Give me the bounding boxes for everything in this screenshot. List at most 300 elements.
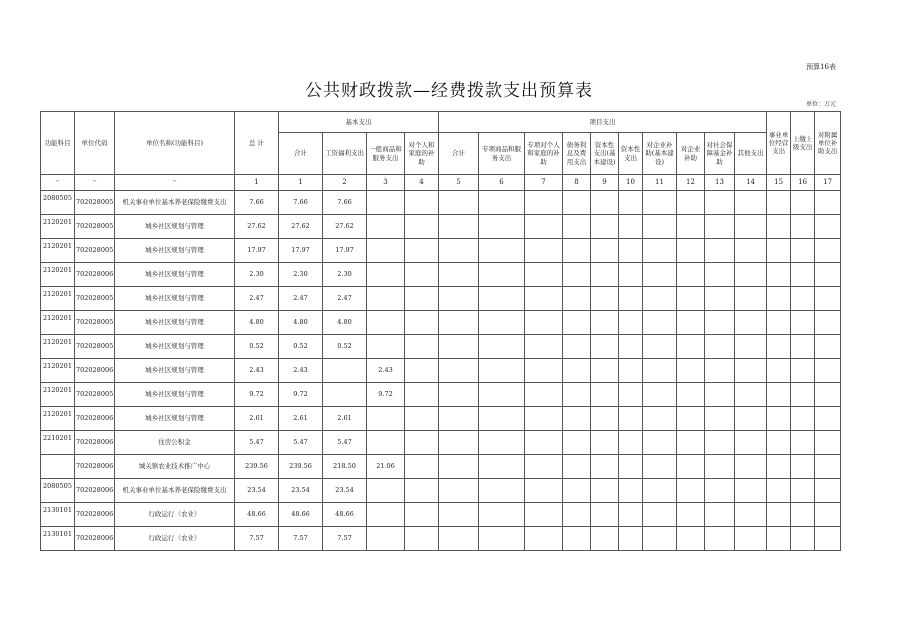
func-code-cell [41,215,75,239]
unit-code-cell: 702028006 [75,263,115,287]
empty-cell [767,431,791,455]
unit-code-cell: 702028005 [75,335,115,359]
empty-cell [677,287,705,311]
unit-name-cell: 行政运行（农业） [115,527,235,551]
index-cell: 9 [591,175,619,191]
total-cell: 7.57 [235,527,279,551]
empty-cell [677,239,705,263]
table-row [41,287,841,311]
empty-cell [767,527,791,551]
unit-code-cell: 702028005 [75,191,115,215]
unit-name-cell: 城乡社区规划与管理 [115,359,235,383]
header-public-inst: 事业单位经营支出 [767,112,791,175]
unit-code-cell: 702028005 [75,239,115,263]
empty-cell [479,407,525,431]
empty-cell [677,215,705,239]
index-cell: 7 [525,175,563,191]
header-project-sub: 专项对个人和家庭的补助 [525,133,563,175]
empty-cell [705,527,735,551]
wage-cell: 27.62 [323,215,367,239]
empty-cell [677,455,705,479]
empty-cell [479,431,525,455]
empty-cell [439,383,479,407]
basic-total-cell: 48.66 [279,503,323,527]
index-cell: ** [115,175,235,191]
empty-cell [767,239,791,263]
empty-cell [525,287,563,311]
goods-cell [367,215,405,239]
empty-cell [439,503,479,527]
empty-cell [815,191,841,215]
empty-cell [619,407,643,431]
empty-cell [525,479,563,503]
func-code-cell [41,335,75,359]
empty-cell [525,263,563,287]
header-basic-sub: 合计 [279,133,323,175]
empty-cell [439,527,479,551]
unit-name-cell: 城乡社区规划与管理 [115,383,235,407]
empty-cell [815,527,841,551]
goods-cell [367,527,405,551]
empty-cell [525,431,563,455]
func-code-cell [41,455,75,479]
empty-cell [677,479,705,503]
empty-cell [643,263,677,287]
empty-cell [591,383,619,407]
total-cell: 0.52 [235,335,279,359]
empty-cell [619,335,643,359]
empty-cell [705,479,735,503]
func-code-text: 2120201 [43,362,72,370]
empty-cell [591,263,619,287]
empty-cell [619,263,643,287]
empty-cell [767,215,791,239]
empty-cell [439,191,479,215]
header-project: 项目支出 [439,112,767,133]
empty-cell [563,479,591,503]
wage-cell: 0.52 [323,335,367,359]
empty-cell [525,455,563,479]
unit-code-cell: 702028006 [75,479,115,503]
header-project-sub: 债务利息及费用支出 [563,133,591,175]
empty-cell [479,311,525,335]
basic-total-cell: 239.56 [279,455,323,479]
table-row [41,383,841,407]
goods-cell: 21.06 [367,455,405,479]
empty-cell [735,215,767,239]
index-cell: 15 [767,175,791,191]
personal-cell [405,215,439,239]
unit-code-cell: 702028005 [75,311,115,335]
header-upper: 上缴上级支出 [791,112,815,175]
empty-cell [815,431,841,455]
empty-cell [439,311,479,335]
total-cell: 2.30 [235,263,279,287]
basic-total-cell: 2.43 [279,359,323,383]
func-code-cell [41,239,75,263]
index-cell: 17 [815,175,841,191]
total-cell: 23.54 [235,479,279,503]
table-row [41,263,841,287]
basic-total-cell: 2.61 [279,407,323,431]
empty-cell [643,215,677,239]
wage-cell [323,383,367,407]
empty-cell [525,359,563,383]
personal-cell [405,263,439,287]
goods-cell [367,191,405,215]
empty-cell [791,503,815,527]
func-code-text: 2120201 [43,386,72,394]
unit-name-cell: 城乡社区规划与管理 [115,335,235,359]
wage-cell: 48.66 [323,503,367,527]
empty-cell [563,383,591,407]
goods-cell [367,263,405,287]
empty-cell [563,407,591,431]
empty-cell [479,503,525,527]
empty-cell [705,263,735,287]
empty-cell [735,191,767,215]
empty-cell [525,335,563,359]
personal-cell [405,503,439,527]
total-cell: 2.43 [235,359,279,383]
index-cell: 1 [279,175,323,191]
func-code-cell [41,191,75,215]
header-unit-code: 单位代码 [75,112,115,175]
empty-cell [439,215,479,239]
header-project-sub: 对社会保障基金补助 [705,133,735,175]
personal-cell [405,479,439,503]
empty-cell [677,527,705,551]
empty-cell [735,359,767,383]
header-total: 总 计 [235,112,279,175]
index-cell: ** [75,175,115,191]
goods-cell: 2.43 [367,359,405,383]
empty-cell [643,311,677,335]
empty-cell [735,239,767,263]
empty-cell [591,479,619,503]
header-project-sub: 资本性支出(基本建设) [591,133,619,175]
table-row [41,431,841,455]
empty-cell [563,431,591,455]
empty-cell [767,359,791,383]
empty-cell [591,191,619,215]
index-cell: 16 [791,175,815,191]
unit-name-cell: 住房公积金 [115,431,235,455]
empty-cell [563,503,591,527]
empty-cell [619,215,643,239]
empty-cell [735,479,767,503]
unit-code-cell: 702028006 [75,431,115,455]
empty-cell [643,239,677,263]
empty-cell [619,359,643,383]
unit-label: 单位：万元 [805,101,836,108]
func-code-cell [41,383,75,407]
empty-cell [643,287,677,311]
index-cell: 12 [677,175,705,191]
empty-cell [591,359,619,383]
empty-cell [791,359,815,383]
empty-cell [705,455,735,479]
unit-code-cell: 702028006 [75,503,115,527]
empty-cell [525,407,563,431]
header-basic-sub: 对个人和家庭的补助 [405,133,439,175]
unit-code-cell: 702028006 [75,359,115,383]
func-code-cell [41,263,75,287]
empty-cell [591,287,619,311]
empty-cell [767,191,791,215]
goods-cell [367,479,405,503]
basic-total-cell: 7.57 [279,527,323,551]
index-cell: 10 [619,175,643,191]
empty-cell [439,359,479,383]
wage-cell: 23.54 [323,479,367,503]
total-cell: 7.66 [235,191,279,215]
total-cell: 17.97 [235,239,279,263]
personal-cell [405,287,439,311]
empty-cell [439,287,479,311]
index-cell: 13 [705,175,735,191]
empty-cell [705,431,735,455]
goods-cell [367,503,405,527]
empty-cell [563,263,591,287]
empty-cell [439,263,479,287]
empty-cell [677,431,705,455]
unit-name-cell: 城乡社区规划与管理 [115,287,235,311]
goods-cell [367,311,405,335]
unit-name-cell: 城关镇农业技术推广中心 [115,455,235,479]
empty-cell [525,383,563,407]
empty-cell [705,359,735,383]
empty-cell [563,215,591,239]
empty-cell [791,263,815,287]
wage-cell: 7.66 [323,191,367,215]
empty-cell [619,287,643,311]
header-func-code: 功能科目 [41,112,75,175]
unit-code-cell: 702028005 [75,215,115,239]
empty-cell [525,215,563,239]
empty-cell [815,455,841,479]
table-row [41,455,841,479]
func-code-text: 2130101 [43,530,72,538]
index-cell: 4 [405,175,439,191]
unit-code-cell: 702028005 [75,383,115,407]
total-cell: 2.47 [235,287,279,311]
empty-cell [619,503,643,527]
empty-cell [767,503,791,527]
empty-cell [591,335,619,359]
basic-total-cell: 0.52 [279,335,323,359]
empty-cell [705,239,735,263]
table-row [41,191,841,215]
empty-cell [591,431,619,455]
empty-cell [643,503,677,527]
empty-cell [815,503,841,527]
page-title: 公共财政拨款—经费拨款支出预算表 [305,81,593,101]
empty-cell [791,479,815,503]
total-cell: 9.72 [235,383,279,407]
empty-cell [591,407,619,431]
empty-cell [735,311,767,335]
empty-cell [591,239,619,263]
empty-cell [643,335,677,359]
empty-cell [705,503,735,527]
func-code-text: 2120201 [43,338,72,346]
total-cell: 2.61 [235,407,279,431]
func-code-cell [41,287,75,311]
table-body [41,191,841,551]
empty-cell [791,383,815,407]
empty-cell [815,287,841,311]
empty-cell [619,239,643,263]
func-code-cell [41,431,75,455]
unit-name-cell: 城乡社区规划与管理 [115,215,235,239]
empty-cell [479,479,525,503]
wage-cell: 2.30 [323,263,367,287]
empty-cell [791,311,815,335]
empty-cell [643,527,677,551]
unit-name-cell: 城乡社区规划与管理 [115,263,235,287]
wage-cell: 7.57 [323,527,367,551]
func-code-cell [41,479,75,503]
empty-cell [705,215,735,239]
header-unit-name: 单位名称(功能科目) [115,112,235,175]
empty-cell [619,479,643,503]
empty-cell [525,191,563,215]
func-code-text: 2120201 [43,242,72,250]
func-code-text: 2120201 [43,290,72,298]
basic-total-cell: 5.47 [279,431,323,455]
table-row [41,407,841,431]
func-code-text: 2120201 [43,314,72,322]
table-row [41,335,841,359]
index-cell: 3 [367,175,405,191]
empty-cell [791,335,815,359]
unit-name-cell: 城乡社区规划与管理 [115,239,235,263]
empty-cell [705,311,735,335]
empty-cell [643,407,677,431]
empty-cell [791,191,815,215]
empty-cell [591,503,619,527]
empty-cell [479,335,525,359]
empty-cell [563,239,591,263]
table-row [41,503,841,527]
table-row [41,527,841,551]
total-cell: 5.47 [235,431,279,455]
basic-total-cell: 2.47 [279,287,323,311]
empty-cell [619,431,643,455]
func-code-cell [41,359,75,383]
empty-cell [735,503,767,527]
empty-cell [643,455,677,479]
empty-cell [439,407,479,431]
wage-cell: 2.47 [323,287,367,311]
personal-cell [405,407,439,431]
table-row [41,239,841,263]
func-code-text: 2130101 [43,506,72,514]
basic-total-cell: 9.72 [279,383,323,407]
empty-cell [643,359,677,383]
empty-cell [791,239,815,263]
table-row [41,359,841,383]
empty-cell [591,215,619,239]
total-cell: 4.80 [235,311,279,335]
empty-cell [735,287,767,311]
table-row [41,479,841,503]
empty-cell [479,383,525,407]
personal-cell [405,431,439,455]
wage-cell: 2.61 [323,407,367,431]
empty-cell [767,407,791,431]
empty-cell [619,383,643,407]
goods-cell [367,287,405,311]
empty-cell [479,455,525,479]
func-code-cell [41,407,75,431]
header-project-sub: 对企业补助(基本建设) [643,133,677,175]
unit-name-cell: 行政运行（农业） [115,503,235,527]
empty-cell [815,407,841,431]
total-cell: 27.62 [235,215,279,239]
empty-cell [815,335,841,359]
empty-cell [705,407,735,431]
empty-cell [619,455,643,479]
empty-cell [815,239,841,263]
personal-cell [405,239,439,263]
unit-code-cell: 702028006 [75,527,115,551]
empty-cell [677,311,705,335]
index-cell: 5 [439,175,479,191]
empty-cell [479,239,525,263]
header-basic: 基本支出 [279,112,439,133]
personal-cell [405,359,439,383]
index-row [41,175,841,191]
goods-cell [367,431,405,455]
header-project-sub: 合计 [439,133,479,175]
wage-cell: 218.50 [323,455,367,479]
empty-cell [479,527,525,551]
empty-cell [767,479,791,503]
empty-cell [619,191,643,215]
unit-name-cell: 机关事业单位基本养老保险缴费支出 [115,479,235,503]
personal-cell [405,311,439,335]
unit-code-cell: 702028006 [75,455,115,479]
empty-cell [479,215,525,239]
wage-cell: 17.97 [323,239,367,263]
index-cell: 2 [323,175,367,191]
table-row [41,311,841,335]
empty-cell [563,455,591,479]
empty-cell [791,215,815,239]
personal-cell [405,527,439,551]
empty-cell [619,527,643,551]
empty-cell [815,479,841,503]
header-basic-sub: 工资福利支出 [323,133,367,175]
unit-code-cell: 702028005 [75,287,115,311]
header-basic-sub: 一般商品和服务支出 [367,133,405,175]
basic-total-cell: 17.97 [279,239,323,263]
empty-cell [735,527,767,551]
empty-cell [791,407,815,431]
func-code-cell [41,503,75,527]
func-code-text: 2120201 [43,218,72,226]
empty-cell [439,479,479,503]
goods-cell [367,239,405,263]
goods-cell: 9.72 [367,383,405,407]
basic-total-cell: 4.80 [279,311,323,335]
total-cell: 48.66 [235,503,279,527]
empty-cell [735,335,767,359]
header-project-sub: 其他支出 [735,133,767,175]
empty-cell [643,191,677,215]
